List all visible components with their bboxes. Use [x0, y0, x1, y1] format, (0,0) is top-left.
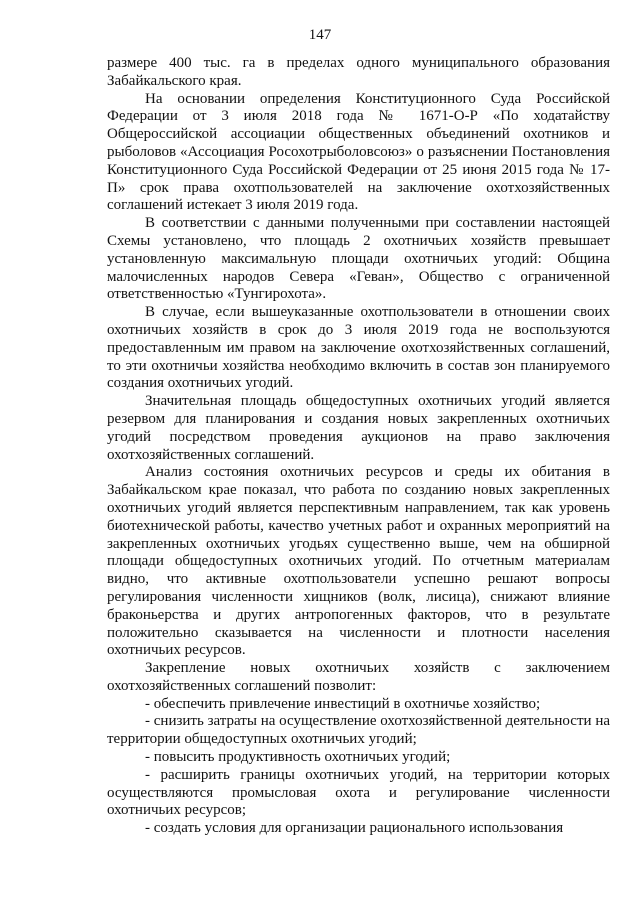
body-text [107, 55, 610, 838]
list-item-investment: - обеспечить привлечение инвестиций в охотничье хозяйство; [145, 695, 541, 712]
list-item-productivity: - повысить продуктивность охотничьих угодий; [145, 749, 451, 766]
page-number: 147 [308, 27, 332, 43]
paragraph-continuation: размере 400 тыс. га в пределах одного муниципального образования Забайкальского края. [107, 55, 610, 89]
paragraph-public-area: Значительная площадь общедоступных охотничьих угодий является резервом для планирования и создания новых закрепленных охотничьих угодий посредством проведения аукционов на право заключения охотхозяйственных соглашений. [107, 393, 610, 463]
paragraph-assignment: Закрепление новых охотничьих хозяйств с заключением охотхозяйственных соглашений позволит: [107, 660, 610, 694]
list-item-conditions: - создать условия для организации рационального использования [145, 820, 564, 837]
paragraph-if-users: В случае, если вышеуказанные охотпользователи в отношении своих охотничьих хозяйств в срок до 3 июля 2019 года не воспользуются предоставленным им правом на заключение охотхозяйственных соглашений, то эти охотничьи хозяйства необходимо включить в состав зон планируемого создания охотничьих угодий. [107, 304, 610, 392]
paragraph-constitutional-court: На основании определения Конституционного Суда Российской Федерации от 3 июля 2018 года № 1671-О-Р «По ходатайству Общероссийской ассоциации общественных объединений охотников и рыболовов «Ассоциация Росохотрыболовсоюз» о разъяснении Постановления Конституционного Суда Российской Федерации от 25 июня 2015 года № 17-П» срок права охотпользователей на заключение охотхозяйственных соглашений истекает 3 июля 2019 года. [107, 90, 610, 214]
paragraph-analysis: Анализ состояния охотничьих ресурсов и среды их обитания в Забайкальском крае показал, что работа по созданию новых закрепленных охотничьих угодий является перспективным направлением, так как уровень биотехнической работы, качество учетных работ и охранных мероприятий на закрепленных охотничьих угодьях существенно выше, чем на обширной площади общедоступных охотничьих угодий. По отчетным материалам видно, что активные охотпользователи успешно решают вопросы регулирования численности хищников (волк, лисица), снижают влияние браконьерства и других антропогенных факторов, что в результате положительно сказывается на численности и плотности населения охотничьих ресурсов. [107, 464, 610, 659]
list-item-borders: - расширить границы охотничьих угодий, на территории которых осуществляются промысловая охота и регулирование численности охотничьих ресурсов; [107, 766, 610, 819]
list-item-costs: - снизить затраты на осуществление охотхозяйственной деятельности на территории общедоступных охотничьих угодий; [107, 713, 610, 748]
paragraph-scheme-data: В соответствии с данными полученными при составлении настоящей Схемы установлено, что площадь 2 охотничьих хозяйств превышает установленную максимальную площади охотничьих угодий: Община малочисленных народов Севера «Геван», Общество с ограниченной ответственностью «Тунгирохота». [107, 215, 610, 303]
